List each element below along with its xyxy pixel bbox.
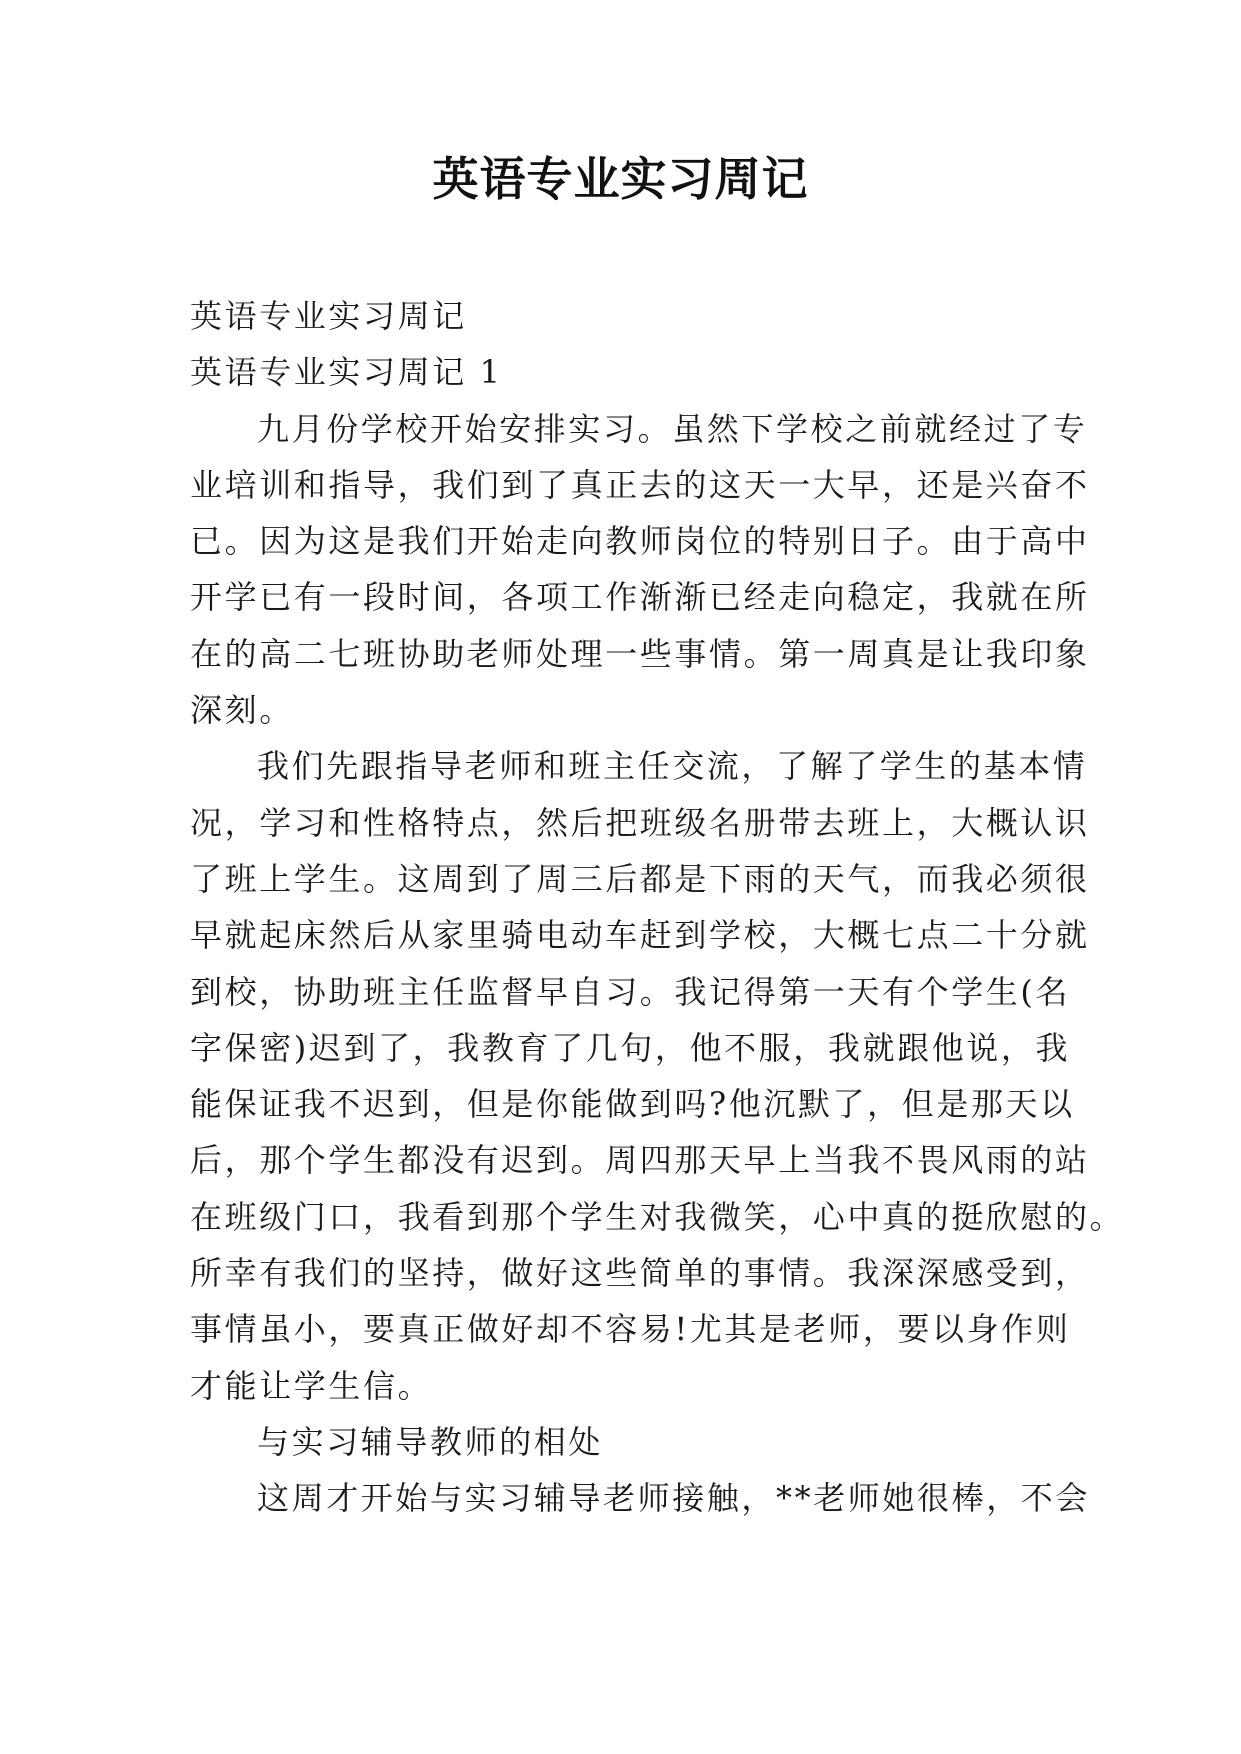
body-line: 业培训和指导，我们到了真正去的这天一大早，还是兴奋不 xyxy=(190,465,1090,504)
body-line: 才能让学生信。 xyxy=(190,1366,433,1405)
body-line: 况，学习和性格特点，然后把班级名册带去班上，大概认识 xyxy=(190,803,1090,842)
body-line: 早就起床然后从家里骑电动车赶到学校，大概七点二十分就 xyxy=(190,916,1090,955)
body-line: 在班级门口，我看到那个学生对我微笑，心中真的挺欣慰的。 xyxy=(190,1197,1125,1236)
body-line: 已。因为这是我们开始走向教师岗位的特别日子。由于高中 xyxy=(190,522,1090,561)
section-heading: 与实习辅导教师的相处 xyxy=(257,1422,604,1461)
body-line: 英语专业实习周记 1 xyxy=(190,353,503,392)
body-line: 事情虽小，要真正做好却不容易!尤其是老师，要以身作则 xyxy=(190,1310,1071,1349)
body-line: 深刻。 xyxy=(190,691,294,730)
body-line: 到校，协助班主任监督早自习。我记得第一天有个学生(名 xyxy=(190,972,1071,1011)
body-line: 了班上学生。这周到了周三后都是下雨的天气，而我必须很 xyxy=(190,859,1090,898)
body-line: 后，那个学生都没有迟到。周四那天早上当我不畏风雨的站 xyxy=(190,1141,1090,1180)
body-line: 字保密)迟到了，我教育了几句，他不服，我就跟他说，我 xyxy=(190,1028,1071,1067)
body-line: 在的高二七班协助老师处理一些事情。第一周真是让我印象 xyxy=(190,634,1090,673)
body-line: 九月份学校开始安排实习。虽然下学校之前就经过了专 xyxy=(257,409,1088,448)
body-line: 这周才开始与实习辅导老师接触，**老师她很棒，不会 xyxy=(257,1479,1091,1518)
document-title: 英语专业实习周记 xyxy=(432,152,809,206)
body-line: 英语专业实习周记 xyxy=(190,297,467,335)
document-body xyxy=(190,288,1125,1527)
body-line: 我们先跟指导老师和班主任交流，了解了学生的基本情 xyxy=(257,747,1088,786)
body-line: 开学已有一段时间，各项工作渐渐已经走向稳定，我就在所 xyxy=(190,578,1090,617)
body-line: 能保证我不迟到，但是你能做到吗?他沉默了，但是那天以 xyxy=(190,1085,1075,1124)
body-line: 所幸有我们的坚持，做好这些简单的事情。我深深感受到， xyxy=(190,1254,1090,1293)
